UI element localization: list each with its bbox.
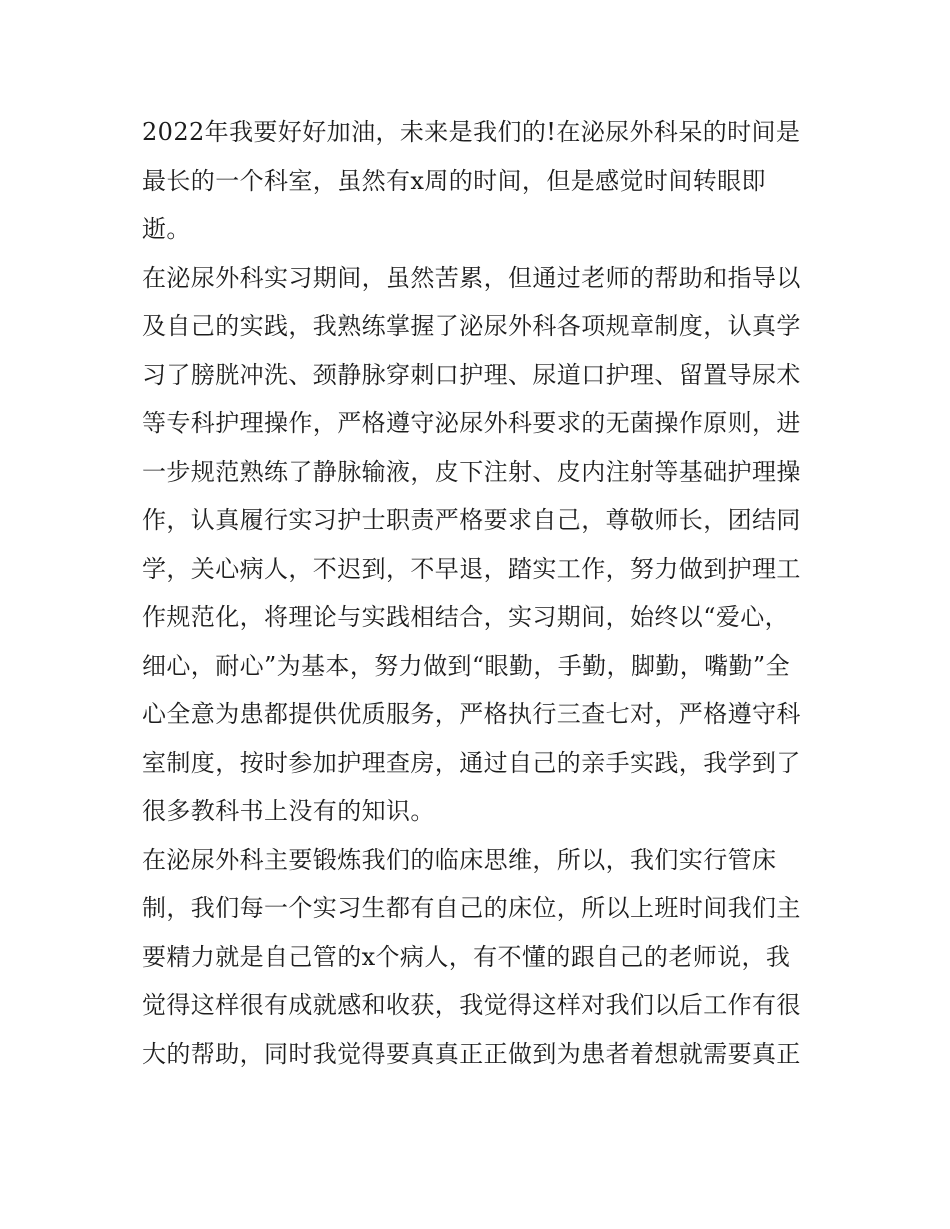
text-line: 心全意为患都提供优质服务，严格执行三查七对，严格遵守科 xyxy=(142,700,801,728)
document-body xyxy=(142,108,822,1078)
text-line: 2022年我要好好加油，未来是我们的!在泌尿外科呆的时间是 xyxy=(142,118,801,146)
text-line: 制，我们每一个实习生都有自己的床位，所以上班时间我们主 xyxy=(142,894,801,922)
text-line: 觉得这样很有成就感和收获，我觉得这样对我们以后工作有很 xyxy=(142,991,801,1019)
text-line: 作，认真履行实习护士职责严格要求自己，尊敬师长，团结同 xyxy=(142,506,801,534)
text-line: 及自己的实践，我熟练掌握了泌尿外科各项规章制度，认真学 xyxy=(142,312,801,340)
text-line: 作规范化，将理论与实践相结合，实习期间，始终以“爱心， xyxy=(142,603,790,631)
text-line: 习了膀胱冲洗、颈静脉穿刺口护理、尿道口护理、留置导尿术 xyxy=(142,360,801,389)
text-line: 在泌尿外科主要锻炼我们的临床思维，所以，我们实行管床 xyxy=(142,845,777,874)
text-line: 细心，耐心”为基本，努力做到“眼勤，手勤，脚勤，嘴勤”全 xyxy=(142,651,791,680)
text-line: 大的帮助，同时我觉得要真真正正做到为患者着想就需要真正 xyxy=(142,1039,801,1068)
text-line: 室制度，按时参加护理查房，通过自己的亲手实践，我学到了 xyxy=(142,748,801,777)
text-line: 逝。 xyxy=(142,215,191,243)
text-line: 要精力就是自己管的x个病人，有不懂的跟自己的老师说，我 xyxy=(142,942,791,971)
paragraph-2 xyxy=(142,254,822,836)
text-line: 很多教科书上没有的知识。 xyxy=(142,797,435,825)
paragraph-3 xyxy=(142,836,822,1079)
text-line: 最长的一个科室，虽然有x周的时间，但是感觉时间转眼即 xyxy=(142,166,766,195)
text-line: 一步规范熟练了静脉输液，皮下注射、皮内注射等基础护理操 xyxy=(142,457,801,486)
text-line: 等专科护理操作，严格遵守泌尿外科要求的无菌操作原则，进 xyxy=(142,409,801,437)
text-line: 学，关心病人，不迟到，不早退，踏实工作，努力做到护理工 xyxy=(142,554,801,583)
paragraph-1 xyxy=(142,108,822,254)
text-line: 在泌尿外科实习期间，虽然苦累，但通过老师的帮助和指导以 xyxy=(142,263,801,292)
